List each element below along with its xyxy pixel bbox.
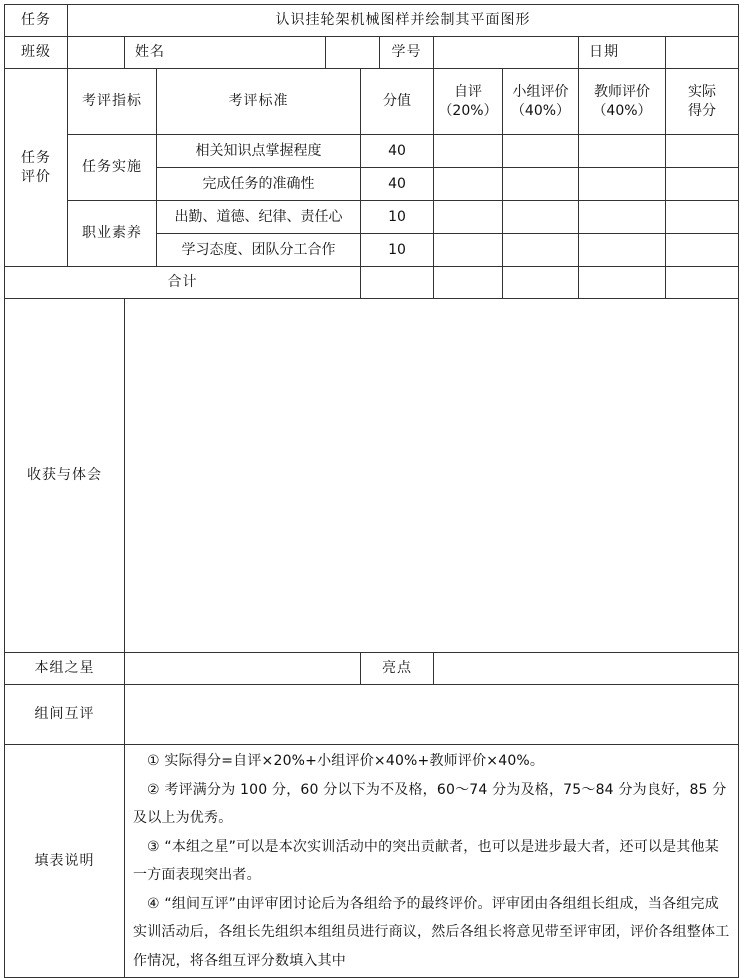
task-title: 认识挂轮架机械图样并绘制其平面图形 (68, 5, 739, 37)
points-cell: 10 (361, 234, 434, 267)
teacher-score-cell[interactable] (579, 135, 666, 168)
instruction-item: ① 实际得分=自评×20%+小组评价×40%+教师评价×40%。 (147, 753, 545, 769)
self-score-cell[interactable] (434, 135, 503, 168)
name-field-area[interactable] (326, 37, 380, 69)
class-field[interactable] (68, 37, 125, 69)
highlight-field[interactable] (434, 653, 739, 685)
total-label: 合计 (5, 267, 361, 299)
teacher-score-cell[interactable] (579, 234, 666, 267)
standard-cell: 学习态度、团队分工合作 (157, 234, 361, 267)
student-id-label: 学号 (380, 37, 434, 69)
indicator-task-implementation: 任务实施 (68, 135, 157, 201)
actual-score-cell[interactable] (666, 234, 739, 267)
total-self-cell[interactable] (434, 267, 503, 299)
star-label: 本组之星 (5, 653, 125, 685)
name-label: 姓名 (125, 37, 326, 69)
indicator-professional-quality: 职业素养 (68, 201, 157, 267)
reflection-field[interactable] (125, 299, 739, 653)
instruction-item: ③ “本组之星”可以是本次实训活动中的突出贡献者，也可以是进步最大者，还可以是其他某一方面表现突出者。 (133, 838, 719, 883)
instructions-text (125, 745, 739, 978)
group-score-cell[interactable] (503, 135, 579, 168)
task-evaluation-table (4, 4, 739, 978)
actual-score-cell[interactable] (666, 135, 739, 168)
actual-score-cell[interactable] (666, 168, 739, 201)
peer-review-field[interactable] (125, 685, 739, 745)
col-actual-header: 实际 得分 (666, 69, 739, 135)
instructions-label: 填表说明 (5, 745, 125, 978)
teacher-score-cell[interactable] (579, 201, 666, 234)
total-actual-cell[interactable] (666, 267, 739, 299)
class-label: 班级 (5, 37, 68, 69)
points-cell: 40 (361, 135, 434, 168)
col-indicator-header: 考评指标 (68, 69, 157, 135)
col-self-header: 自评 （20%） (434, 69, 503, 135)
points-cell: 10 (361, 201, 434, 234)
col-group-header: 小组评价 （40%） (503, 69, 579, 135)
group-score-cell[interactable] (503, 201, 579, 234)
standard-cell: 完成任务的准确性 (157, 168, 361, 201)
date-field[interactable] (666, 37, 739, 69)
standard-cell: 相关知识点掌握程度 (157, 135, 361, 168)
highlight-label: 亮点 (361, 653, 434, 685)
section-label: 任务 评价 (5, 69, 68, 267)
reflection-label: 收获与体会 (5, 299, 125, 653)
col-teacher-header: 教师评价 （40%） (579, 69, 666, 135)
total-points-cell[interactable] (361, 267, 434, 299)
peer-review-label: 组间互评 (5, 685, 125, 745)
group-score-cell[interactable] (503, 234, 579, 267)
total-teacher-cell[interactable] (579, 267, 666, 299)
instruction-item: ④ “组间互评”由评审团讨论后为各组给予的最终评价。评审团由各组组长组成，当各组完成实训活动后，各组长先组织本组组员进行商议，然后各组长将意见带至评审团，评价各组整体工作情况，将各组互评分数填入其中 (133, 895, 730, 969)
instruction-item: ② 考评满分为 100 分，60 分以下为不及格，60～74 分为及格，75～84 分为良好，85 分及以上为优秀。 (133, 781, 727, 826)
star-field[interactable] (125, 653, 361, 685)
actual-score-cell[interactable] (666, 201, 739, 234)
group-score-cell[interactable] (503, 168, 579, 201)
points-cell: 40 (361, 168, 434, 201)
student-id-field[interactable] (434, 37, 579, 69)
total-group-cell[interactable] (503, 267, 579, 299)
self-score-cell[interactable] (434, 234, 503, 267)
task-label: 任务 (5, 5, 68, 37)
col-standard-header: 考评标准 (157, 69, 361, 135)
teacher-score-cell[interactable] (579, 168, 666, 201)
self-score-cell[interactable] (434, 168, 503, 201)
standard-cell: 出勤、道德、纪律、责任心 (157, 201, 361, 234)
date-label: 日期 (579, 37, 666, 69)
self-score-cell[interactable] (434, 201, 503, 234)
col-points-header: 分值 (361, 69, 434, 135)
